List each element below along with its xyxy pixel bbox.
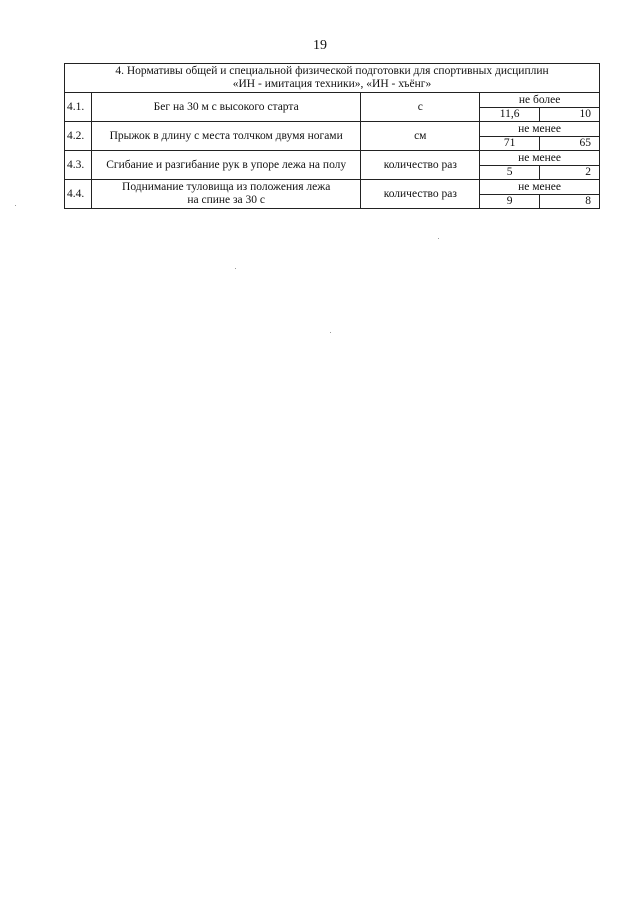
condition-cell: не более [480,93,600,108]
unit-cell: количество раз [361,151,480,180]
table-row [65,93,600,108]
row-number: 4.1. [65,93,92,122]
row-number: 4.2. [65,122,92,151]
exercise-line: Поднимание туловища из положения лежа [122,181,331,193]
scan-speck [15,205,16,206]
row-number: 4.3. [65,151,92,180]
unit-cell: количество раз [361,180,480,209]
condition-cell: не менее [480,122,600,137]
value-left: 11,6 [480,108,540,122]
page-number: 19 [313,38,327,53]
value-right: 2 [540,166,600,180]
exercise-line: Бег на 30 м с высокого старта [153,100,299,113]
exercise-name [91,93,360,122]
exercise-line: на спине за 30 с [187,194,266,206]
row-number: 4.4. [65,180,92,209]
exercise-line: Прыжок в длину с места толчком двумя ногами [109,129,343,142]
exercise-line: Сгибание и разгибание рук в упоре лежа на полу [106,158,347,171]
scan-speck [235,268,236,269]
scan-speck [330,332,331,333]
value-left: 71 [480,137,540,151]
section-title-line-1: 4. Нормативы общей и специальной физической подготовки для спортивных дисциплин [115,65,549,77]
scan-speck [438,238,439,239]
table-row [65,122,600,137]
section-title-line-2: «ИН - имитация техники», «ИН - хъёнг» [232,78,432,90]
table-title-row [65,64,600,93]
exercise-name [91,151,360,180]
norms-table [64,63,600,209]
unit-cell: см [361,122,480,151]
exercise-name [91,180,360,209]
table-row [65,151,600,166]
value-right: 65 [540,137,600,151]
table-row [65,180,600,195]
value-right: 10 [540,108,600,122]
section-title [65,64,600,93]
condition-cell: не менее [480,151,600,166]
unit-cell: с [361,93,480,122]
value-left: 5 [480,166,540,180]
value-right: 8 [540,195,600,209]
value-left: 9 [480,195,540,209]
exercise-name [91,122,360,151]
condition-cell: не менее [480,180,600,195]
